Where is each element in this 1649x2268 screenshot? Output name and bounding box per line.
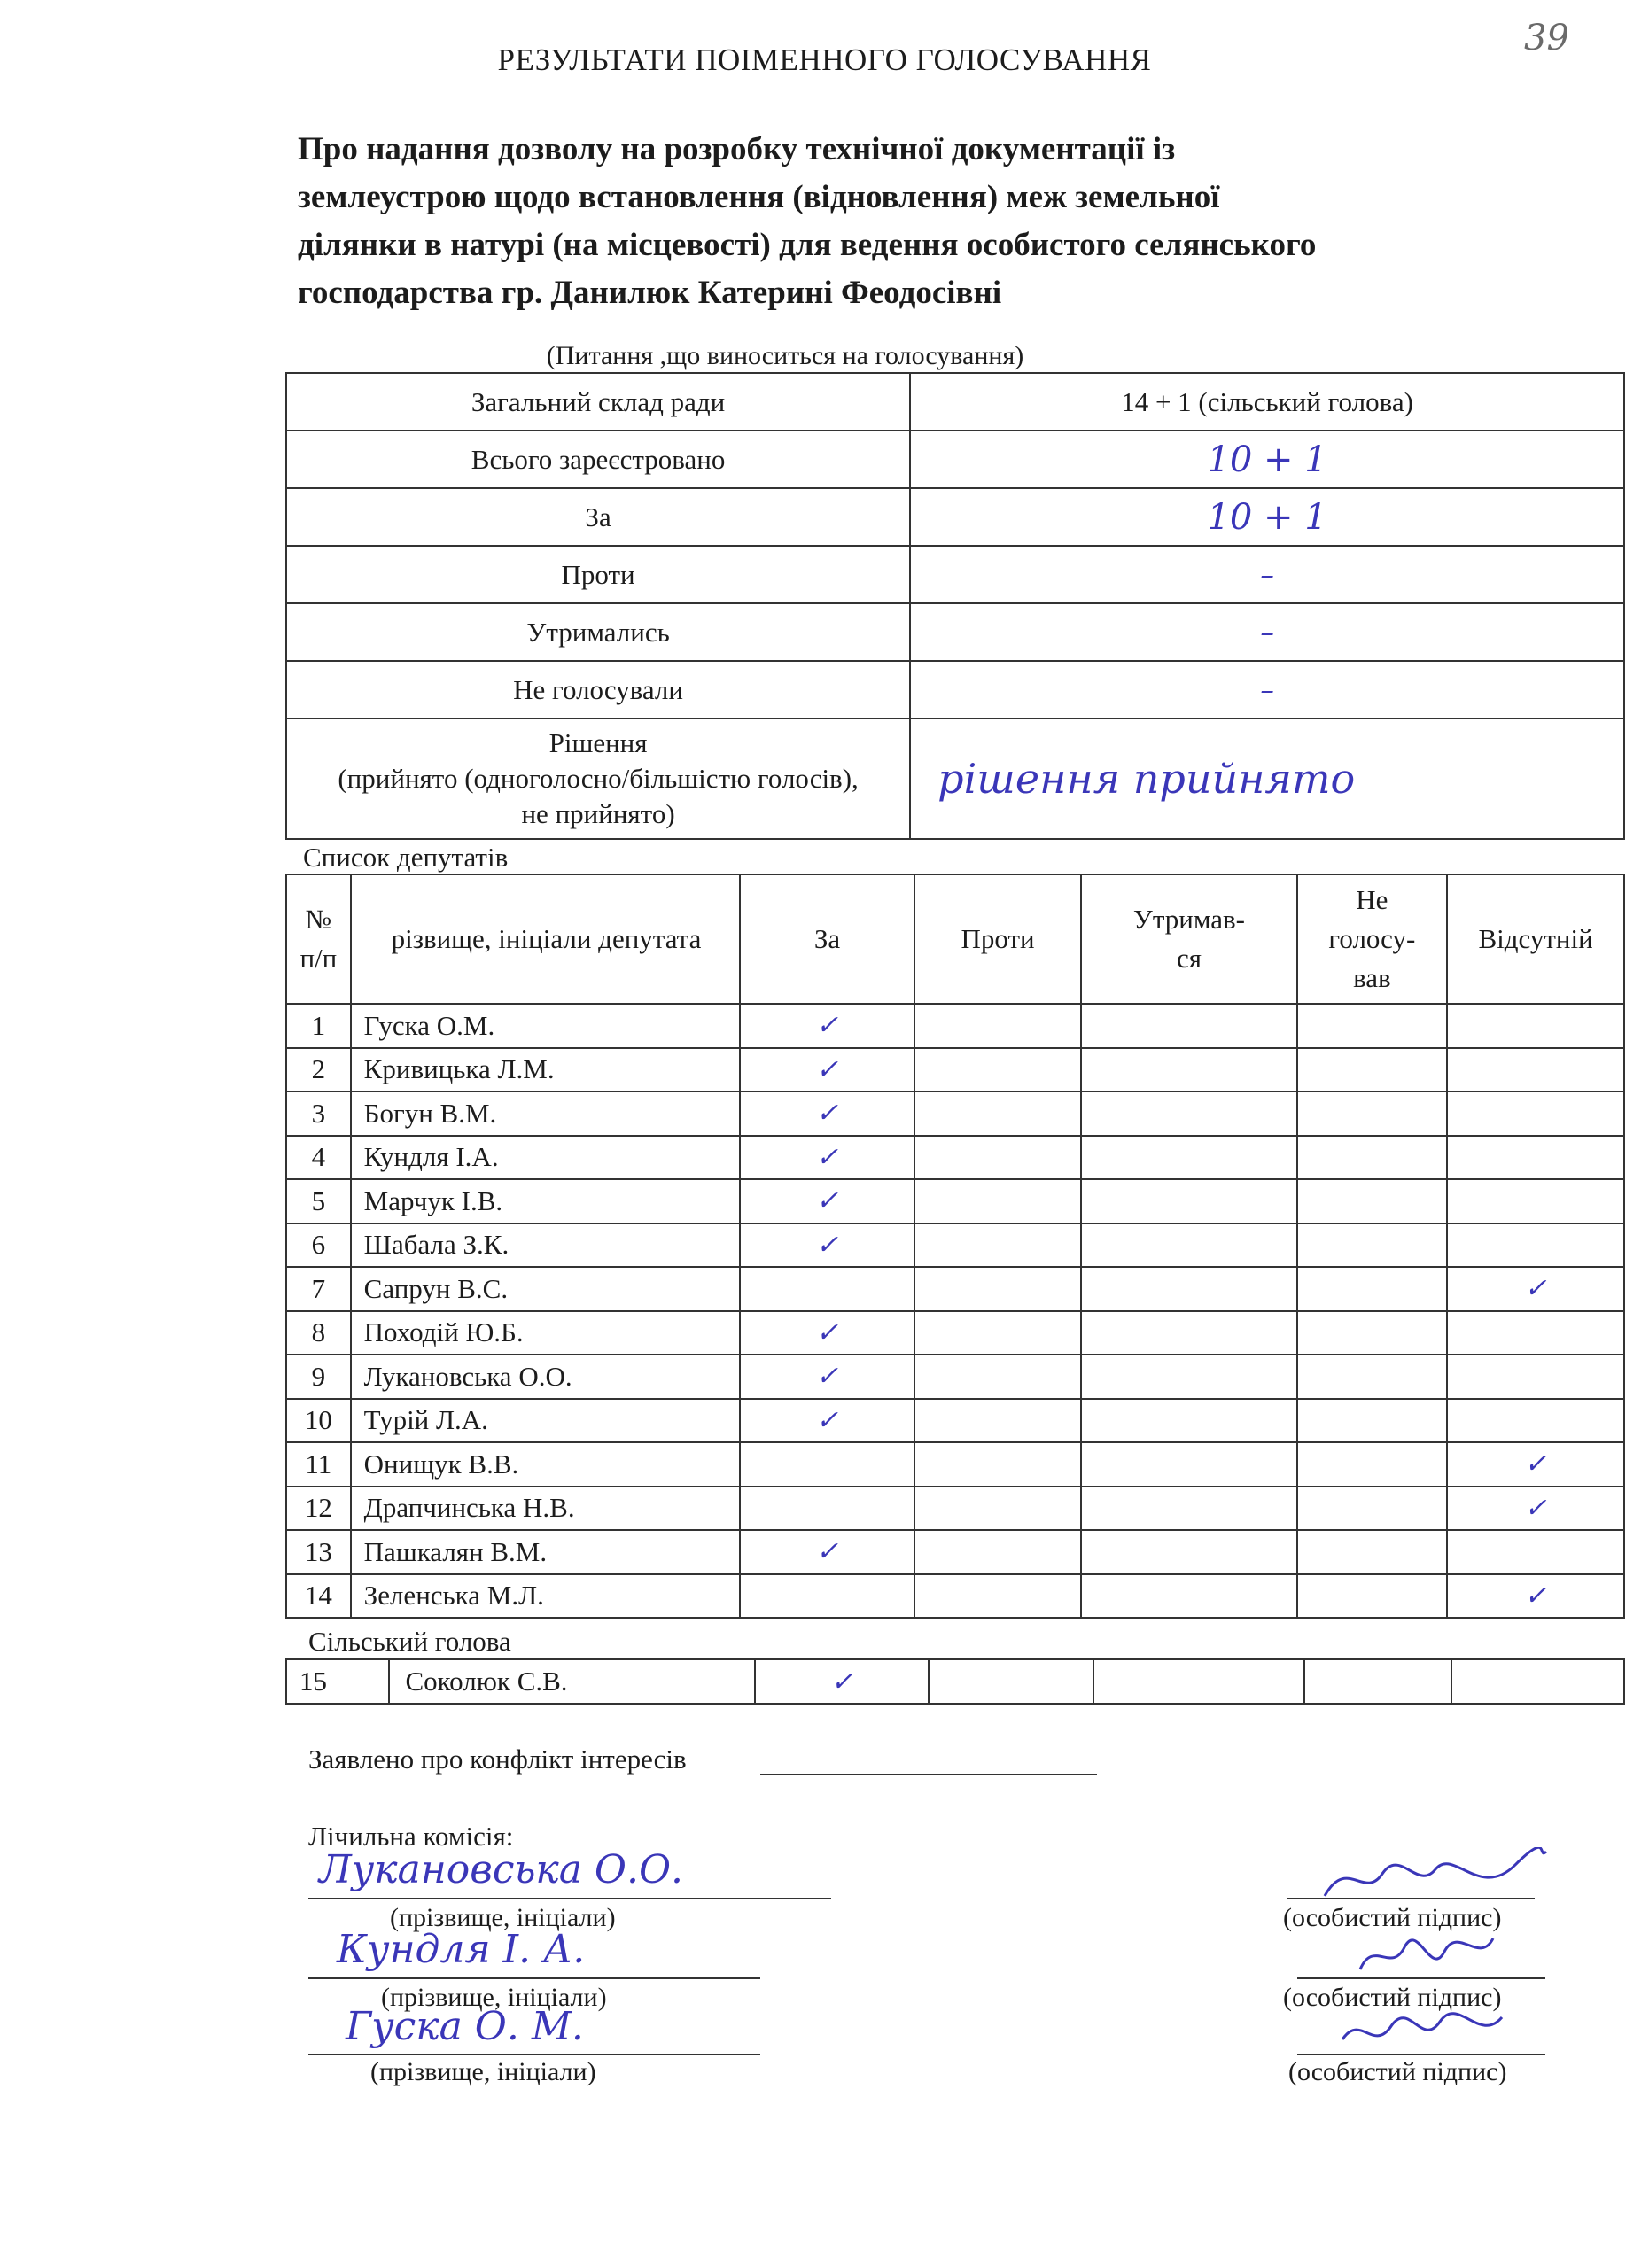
row-ne-golosuvav [1297,1487,1448,1531]
row-utrymav [1081,1442,1296,1487]
row-utrymav [1081,1530,1296,1574]
decision-value: рішення прийнято [910,718,1624,839]
row-vidsutniy-mark [1447,1179,1624,1223]
summary-value: 14 + 1 (сільський голова) [910,373,1624,431]
deputy-rows [286,1004,1624,1618]
row-proty [914,1574,1082,1619]
header-za: За [740,874,914,1004]
row-za-mark: ✓ [740,1311,914,1355]
header-ne-line: голосу- [1328,923,1416,954]
row-name: Драпчинська Н.В. [351,1487,741,1531]
commission-label: Лічильна комісія: [308,1821,514,1852]
commission-name-handwritten: Гуска О. М. [346,2004,584,2049]
row-za-mark: ✓ [740,1530,914,1574]
row-vidsutniy-mark [1447,1399,1624,1443]
row-za-mark [740,1267,914,1311]
row-vidsutniy-mark: ✓ [1447,1442,1624,1487]
signature-line [1287,1898,1535,1899]
row-za-mark: ✓ [740,1179,914,1223]
head-za-mark: ✓ [755,1659,929,1704]
row-ne-golosuvav [1297,1004,1448,1048]
row-ne-golosuvav [1297,1136,1448,1180]
header-ne-line: вав [1353,962,1391,993]
row-ne-golosuvav [1297,1091,1448,1136]
row-num: 12 [286,1487,351,1531]
summary-row [286,373,1624,431]
row-za-mark: ✓ [740,1355,914,1399]
decision-label-line: не прийнято) [521,798,675,829]
question-caption: (Питання ,що виноситься на голосування) [546,341,1024,370]
row-ne-golosuvav [1297,1048,1448,1092]
summary-table [285,372,1625,840]
table-row [286,1530,1624,1574]
row-ne-golosuvav [1297,1530,1448,1574]
summary-value: 10 + 1 [910,488,1624,546]
table-row [286,1091,1624,1136]
name-caption: (прізвище, ініціали) [390,1903,616,1932]
header-utrymav-line: ся [1176,943,1202,974]
signature-caption: (особистий підпис) [1283,1903,1502,1932]
header-name: різвище, ініціали депутата [351,874,741,1004]
summary-row [286,488,1624,546]
row-proty [914,1048,1082,1092]
name-caption: (прізвище, ініціали) [381,1983,607,2012]
row-name: Зеленська М.Л. [351,1574,741,1619]
row-name: Богун В.М. [351,1091,741,1136]
row-ne-golosuvav [1297,1223,1448,1268]
row-vidsutniy-mark [1447,1355,1624,1399]
row-num: 8 [286,1311,351,1355]
head-utrymav [1093,1659,1304,1704]
row-za-mark: ✓ [740,1136,914,1180]
summary-row [286,661,1624,718]
page-number: 39 [1524,18,1569,58]
summary-value: – [910,603,1624,661]
row-utrymav [1081,1574,1296,1619]
table-row [286,1311,1624,1355]
table-row [286,1136,1624,1180]
table-row [286,1355,1624,1399]
row-proty [914,1267,1082,1311]
header-proty: Проти [914,874,1082,1004]
signature-line [1297,2054,1545,2055]
row-utrymav [1081,1136,1296,1180]
row-proty [914,1311,1082,1355]
row-name: Пашкалян В.М. [351,1530,741,1574]
name-line [308,1898,831,1899]
row-num: 11 [286,1442,351,1487]
header-ne-golosuvav [1297,874,1448,1004]
row-utrymav [1081,1487,1296,1531]
signature-scribble-icon [1320,1847,1551,1909]
page-title: РЕЗУЛЬТАТИ ПОІМЕННОГО ГОЛОСУВАННЯ [497,43,1152,77]
row-num: 4 [286,1136,351,1180]
commission-name-handwritten: Кундля І. А. [337,1927,586,1972]
table-row [286,1487,1624,1531]
row-name: Лукановська О.О. [351,1355,741,1399]
header-num-line: № [305,904,332,935]
row-proty [914,1004,1082,1048]
commission-name-handwritten: Лукановська О.О. [319,1847,684,1892]
row-proty [914,1223,1082,1268]
row-num: 7 [286,1267,351,1311]
head-num: 15 [286,1659,389,1704]
row-utrymav [1081,1048,1296,1092]
head-row [286,1659,1624,1704]
subject-line: землеустрою щодо встановлення (відновлення) меж земельної [298,179,1220,215]
conflict-line [760,1774,1097,1775]
row-vidsutniy-mark: ✓ [1447,1574,1624,1619]
row-num: 13 [286,1530,351,1574]
name-line [308,2054,760,2055]
head-table [285,1658,1625,1705]
row-vidsutniy-mark [1447,1048,1624,1092]
row-num: 1 [286,1004,351,1048]
row-ne-golosuvav [1297,1574,1448,1619]
row-ne-golosuvav [1297,1267,1448,1311]
row-vidsutniy-mark [1447,1223,1624,1268]
row-utrymav [1081,1267,1296,1311]
table-row [286,1223,1624,1268]
table-row [286,1004,1624,1048]
row-proty [914,1355,1082,1399]
head-vidsutniy [1451,1659,1624,1704]
row-vidsutniy-mark: ✓ [1447,1487,1624,1531]
row-ne-golosuvav [1297,1442,1448,1487]
summary-row [286,546,1624,603]
conflict-label: Заявлено про конфлікт інтересів [308,1744,687,1775]
summary-label: Не голосували [286,661,910,718]
subject-title [298,126,1521,317]
deputies-caption: Список депутатів [303,842,509,873]
signature-scribble-icon [1356,1930,1497,1983]
row-proty [914,1487,1082,1531]
row-utrymav [1081,1311,1296,1355]
decision-label [286,718,910,839]
head-name: Соколюк С.В. [389,1659,756,1704]
table-row [286,1442,1624,1487]
row-name: Турій Л.А. [351,1399,741,1443]
header-num-line: п/п [299,943,338,974]
table-row [286,1267,1624,1311]
row-utrymav [1081,1355,1296,1399]
row-num: 14 [286,1574,351,1619]
signature-caption: (особистий підпис) [1288,2057,1507,2086]
row-za-mark: ✓ [740,1399,914,1443]
summary-label: За [286,488,910,546]
signature-line [1297,1977,1545,1979]
head-proty [929,1659,1093,1704]
summary-label: Загальний склад ради [286,373,910,431]
summary-label: Проти [286,546,910,603]
head-ne-golosuvav [1304,1659,1451,1704]
row-num: 9 [286,1355,351,1399]
row-proty [914,1179,1082,1223]
row-proty [914,1091,1082,1136]
row-ne-golosuvav [1297,1179,1448,1223]
name-line [308,1977,760,1979]
row-vidsutniy-mark [1447,1091,1624,1136]
table-row [286,1048,1624,1092]
row-utrymav [1081,1091,1296,1136]
row-vidsutniy-mark [1447,1004,1624,1048]
header-utrymav [1081,874,1296,1004]
header-vidsutniy: Відсутній [1447,874,1624,1004]
row-za-mark: ✓ [740,1048,914,1092]
summary-label: Всього зареєстровано [286,431,910,488]
row-proty [914,1530,1082,1574]
row-utrymav [1081,1179,1296,1223]
row-utrymav [1081,1004,1296,1048]
table-row [286,1574,1624,1619]
subject-line: господарства гр. Данилюк Катерині Феодосівні [298,275,1002,311]
row-za-mark: ✓ [740,1223,914,1268]
row-za-mark: ✓ [740,1004,914,1048]
summary-value: – [910,546,1624,603]
row-name: Кундля І.А. [351,1136,741,1180]
row-num: 6 [286,1223,351,1268]
signature-scribble-icon [1338,2004,1506,2057]
summary-row [286,603,1624,661]
row-vidsutniy-mark [1447,1530,1624,1574]
table-row [286,1179,1624,1223]
row-utrymav [1081,1399,1296,1443]
row-ne-golosuvav [1297,1311,1448,1355]
row-vidsutniy-mark: ✓ [1447,1267,1624,1311]
row-name: Кривицька Л.М. [351,1048,741,1092]
row-vidsutniy-mark [1447,1311,1624,1355]
summary-value: 10 + 1 [910,431,1624,488]
row-za-mark [740,1442,914,1487]
row-num: 3 [286,1091,351,1136]
row-za-mark: ✓ [740,1091,914,1136]
header-utrymav-line: Утримав- [1132,904,1245,935]
row-num: 2 [286,1048,351,1092]
row-za-mark [740,1574,914,1619]
row-name: Марчук І.В. [351,1179,741,1223]
head-caption: Сільський голова [308,1626,511,1657]
subject-line: Про надання дозволу на розробку технічної документації із [298,131,1176,167]
deputies-table [285,874,1625,1619]
summary-label: Утримались [286,603,910,661]
table-row [286,1399,1624,1443]
summary-row [286,431,1624,488]
row-proty [914,1442,1082,1487]
row-name: Походій Ю.Б. [351,1311,741,1355]
decision-label-line: Рішення [548,727,648,758]
row-num: 10 [286,1399,351,1443]
decision-label-line: (прийнято (одноголосно/більшістю голосів), [338,763,859,794]
row-name: Онищук В.В. [351,1442,741,1487]
subject-line: ділянки в натурі (на місцевості) для ведення особистого селянського [298,227,1317,263]
row-name: Сапрун В.С. [351,1267,741,1311]
deputies-header-row [286,874,1624,1004]
summary-value: – [910,661,1624,718]
name-caption: (прізвище, ініціали) [370,2057,596,2086]
row-ne-golosuvav [1297,1399,1448,1443]
header-ne-line: Не [1356,884,1388,915]
row-vidsutniy-mark [1447,1136,1624,1180]
row-ne-golosuvav [1297,1355,1448,1399]
header-num [286,874,351,1004]
row-utrymav [1081,1223,1296,1268]
row-za-mark [740,1487,914,1531]
row-proty [914,1399,1082,1443]
row-num: 5 [286,1179,351,1223]
signature-caption: (особистий підпис) [1283,1983,1502,2012]
row-proty [914,1136,1082,1180]
row-name: Гуска О.М. [351,1004,741,1048]
row-name: Шабала З.К. [351,1223,741,1268]
summary-decision-row [286,718,1624,839]
